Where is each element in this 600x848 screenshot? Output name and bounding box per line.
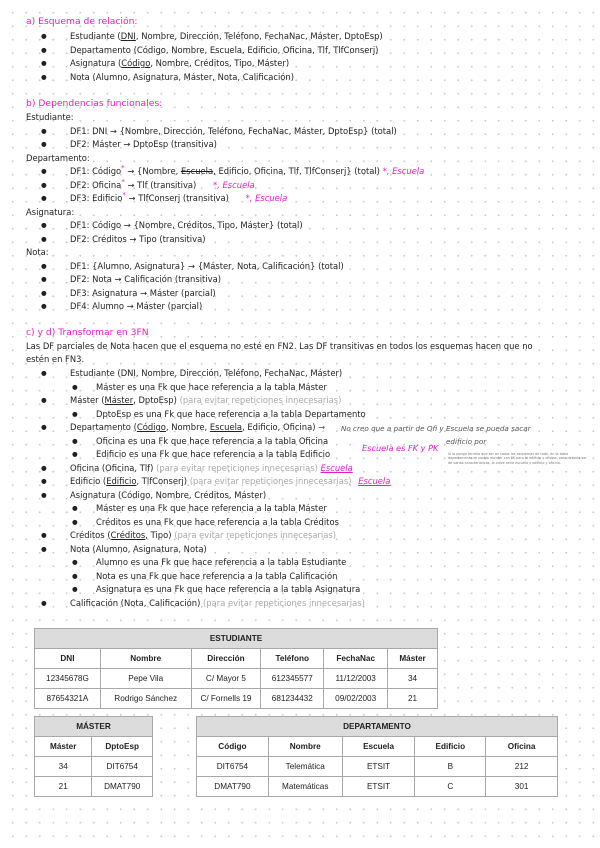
df-departamento-2: ● DF2: Oficina* → Tlf (transitiva) *, Escuela	[70, 180, 255, 192]
annotation-df3: *, Escuela	[245, 193, 288, 203]
table-cell: C/ Fornells 19	[191, 689, 261, 709]
schema-departamento: ● Departamento (Código, Nombre, Escuela, Edificio, Oficina, Tlf, TlfConserj)	[70, 45, 378, 56]
table-cell: 301	[486, 777, 558, 797]
column-header: FechaNac	[324, 649, 388, 669]
table-cell: Pepe Vila	[100, 669, 191, 689]
schema-asignatura: ● Asignatura (Código, Nombre, Créditos, Tipo, Máster)	[70, 58, 289, 69]
annotation-df1: *, Escuela	[382, 166, 425, 176]
table-title: ESTUDIANTE	[35, 629, 438, 649]
table-cell: ETSIT	[342, 777, 415, 797]
df-asignatura-1: ● DF1: Código → {Nombre, Créditos, Tipo, Máster} (total)	[70, 220, 303, 231]
column-header: Código	[197, 737, 269, 757]
fn3-nota-fk-asignatura: ● Asignatura es una Fk que hace referencia a la tabla Asignatura	[96, 584, 360, 595]
fn3-departamento: ● Departamento (Código, Nombre, Escuela, Edificio, Oficina) →	[70, 422, 325, 433]
table-departamento	[196, 716, 558, 797]
table-row	[197, 757, 558, 777]
annotation-df2: *, Escuela	[213, 179, 255, 190]
fn3-estudiante: ● Estudiante (DNI, Nombre, Dirección, Teléfono, FechaNac, Máster)	[70, 368, 342, 379]
table-cell: Matemáticas	[268, 777, 342, 797]
table-cell: 09/02/2003	[324, 689, 388, 709]
table-cell: ETSIT	[342, 757, 415, 777]
schema-estudiante: ● Estudiante (DNI, Nombre, Dirección, Teléfono, FechaNac, Máster, DptoEsp)	[70, 31, 383, 42]
table-cell: C/ Mayor 5	[191, 669, 261, 689]
handwritten-note-2: edificio por	[446, 437, 487, 446]
table-title: DEPARTAMENTO	[197, 717, 558, 737]
fn3-asignatura: ● Asignatura (Código, Nombre, Créditos, Máster)	[70, 490, 266, 501]
table-row	[35, 689, 438, 709]
column-header: DptoEsp	[92, 737, 153, 757]
fn3-master-fk: ● DptoEsp es una Fk que hace referencia a la tabla Departamento	[96, 409, 366, 420]
fn3-calificacion: ● Calificación (Nota, Calificación) (para evitar repeticiones innecesarias)	[70, 598, 365, 609]
df-departamento-3: ● DF3: Edificio* → TlfConserj (transitiva) *, Escuela	[70, 193, 287, 205]
label-estudiante: Estudiante:	[26, 112, 74, 122]
fn3-nota-fk-alumno: ● Alumno es una Fk que hace referencia a la tabla Estudiante	[96, 557, 346, 568]
column-header: Máster	[35, 737, 92, 757]
label-departamento: Departamento:	[26, 152, 90, 163]
table-cell: 612345577	[261, 669, 324, 689]
column-header: Máster	[388, 649, 438, 669]
fn3-oficina: ● Oficina (Oficina, Tlf) (para evitar repeticiones innecesarias) Escuela	[70, 463, 353, 474]
table-cell: DIT6754	[197, 757, 269, 777]
fn3-departamento-fk-edificio: ● Edificio es una Fk que hace referencia a la tabla Edificio	[96, 449, 330, 460]
table-cell: 11/12/2003	[324, 669, 388, 689]
label-asignatura: Asignatura:	[26, 206, 75, 217]
table-cell: B	[415, 757, 486, 777]
table-cell: DMAT790	[92, 777, 153, 797]
df-nota-3: ● DF3: Asignatura → Máster (parcial)	[70, 288, 216, 299]
table-estudiante	[34, 628, 438, 709]
table-cell: 681234432	[261, 689, 324, 709]
table-cell: 34	[388, 669, 438, 689]
column-header: Edificio	[415, 737, 486, 757]
table-title: MÁSTER	[35, 717, 153, 737]
table-row	[35, 777, 153, 797]
fn3-asignatura-fk-master: ● Máster es una Fk que hace referencia a la tabla Máster	[96, 503, 327, 514]
section-cd-title: c) y d) Transformar en 3FN	[26, 327, 149, 338]
table-cell: C	[415, 777, 486, 797]
intro-line-1: Las DF parciales de Nota hacen que el esquema no esté en FN2. Las DF transitivas en todos los esquemas hacen que no	[26, 341, 533, 351]
table-cell: Telemática	[268, 757, 342, 777]
table-cell: 87654321A	[35, 689, 101, 709]
df-asignatura-2: ● DF2: Créditos → Tipo (transitiva)	[70, 234, 205, 245]
column-header: DNI	[35, 649, 101, 669]
df-nota-4: ● DF4: Alumno → Máster (parcial)	[70, 301, 202, 312]
table-row	[197, 777, 558, 797]
table-master	[34, 716, 153, 797]
column-header: Oficina	[486, 737, 558, 757]
table-cell: 21	[388, 689, 438, 709]
df-nota-2: ● DF2: Nota → Calificación (transitiva)	[70, 274, 221, 285]
label-nota: Nota:	[26, 247, 49, 257]
section-a-title: a) Esquema de relación:	[26, 16, 138, 27]
column-header: Escuela	[342, 737, 415, 757]
section-b-title: b) Dependencias funcionales:	[26, 98, 163, 109]
table-cell: DMAT790	[197, 777, 269, 797]
handwritten-note-1: No creo que a partir de Ofi y Escuela se pueda sacar	[341, 424, 531, 433]
column-header: Dirección	[191, 649, 261, 669]
schema-nota: ● Nota (Alumno, Asignatura, Máster, Nota, Calificación)	[70, 72, 294, 83]
table-cell: Rodrigo Sánchez	[100, 689, 191, 709]
intro-line-2: estén en FN3.	[26, 354, 85, 364]
handwritten-tiny-note: Si lo pongo tendría que ser en todos los esquemas de todo, en la tabla departamento se podría escribir con FK para la edificio y oficina, pero debería ser de varias características, la clave sería escuela y edificio y oficina.	[448, 452, 587, 465]
table-cell: 21	[35, 777, 92, 797]
annotation-fk-pk: Escuela es FK y PK	[362, 443, 439, 453]
fn3-master: ● Máster (Máster, DptoEsp) (para evitar repeticiones innecesarias)	[70, 395, 341, 406]
fn3-nota-fk-nota: ● Nota es una Fk que hace referencia a la tabla Calificación	[96, 571, 337, 582]
table-cell: 212	[486, 757, 558, 777]
df-departamento-1: ● DF1: Código* → {Nombre, Escuela, Edificio, Oficina, Tlf, TlfConserj} (total) *, Escuela	[70, 166, 424, 178]
fn3-estudiante-fk: ● Máster es una Fk que hace referencia a la tabla Máster	[96, 382, 327, 393]
df-estudiante-2: ● DF2: Máster → DptoEsp (transitiva)	[70, 139, 217, 150]
fn3-departamento-fk-oficina: ● Oficina es una Fk que hace referencia a la tabla Oficina	[96, 436, 328, 447]
df-estudiante-1: ● DF1: DNI → {Nombre, Dirección, Teléfono, FechaNac, Máster, DptoEsp} (total)	[70, 126, 397, 137]
fn3-nota: ● Nota (Alumno, Asignatura, Nota)	[70, 544, 207, 555]
table-row	[35, 757, 153, 777]
table-cell: 12345678G	[35, 669, 101, 689]
fn3-asignatura-fk-creditos: ● Créditos es una Fk que hace referencia a la tabla Créditos	[96, 517, 339, 528]
column-header: Nombre	[100, 649, 191, 669]
fn3-creditos: ● Créditos (Créditos, Tipo) (para evitar repeticiones innecesarias)	[70, 530, 336, 541]
fn3-edificio: ● Edificio (Edificio, TlfConserj) (para evitar repeticiones innecesarias) Escuela	[70, 476, 390, 487]
column-header: Nombre	[268, 737, 342, 757]
table-row	[35, 669, 438, 689]
table-cell: 34	[35, 757, 92, 777]
df-nota-1: ● DF1: {Alumno, Asignatura} → {Máster, Nota, Calificación} (total)	[70, 261, 344, 272]
column-header: Teléfono	[261, 649, 324, 669]
table-cell: DIT6754	[92, 757, 153, 777]
